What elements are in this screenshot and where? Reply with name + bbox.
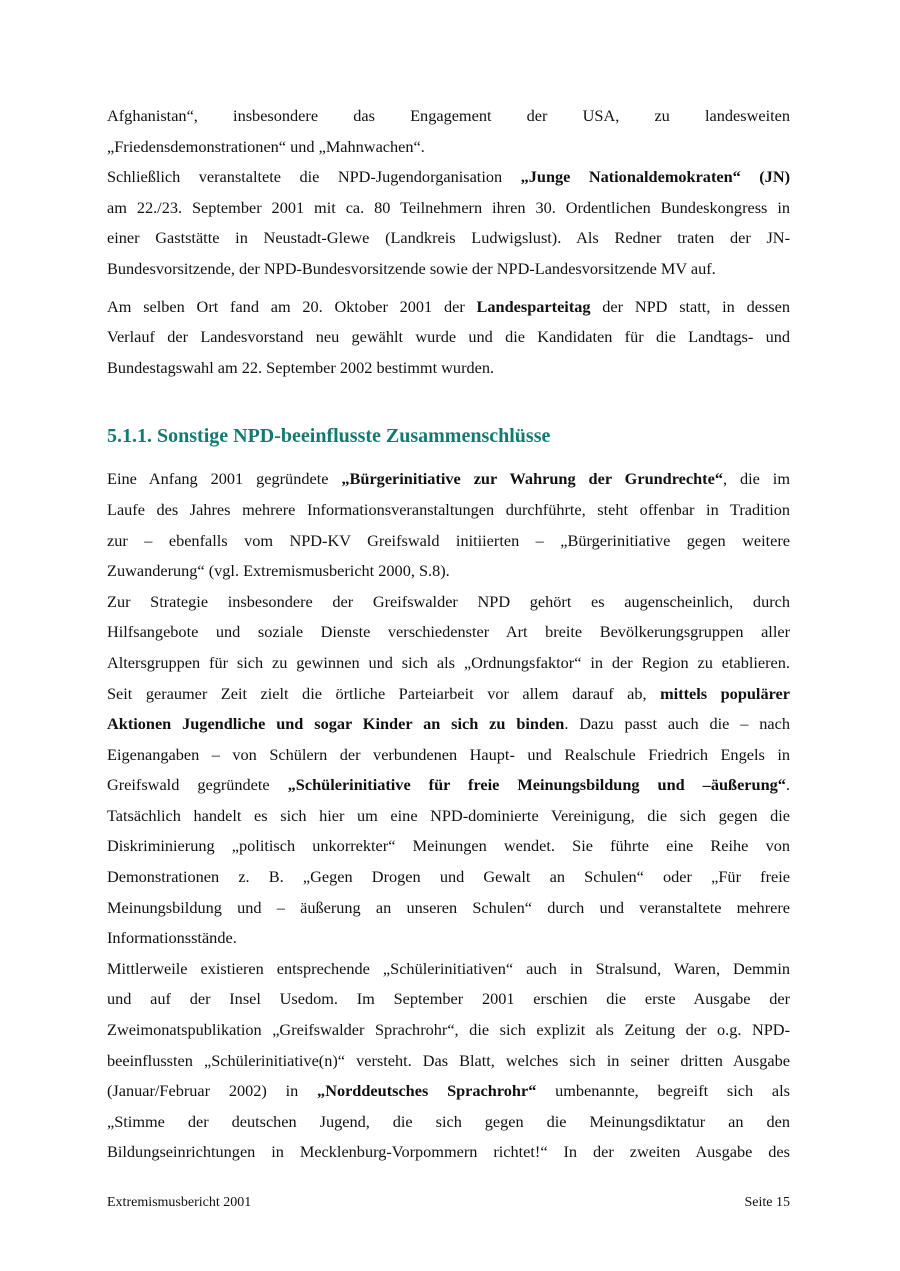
paragraph [107,162,790,284]
text-line [107,254,790,285]
text-segment: Laufe des Jahres mehrere Informationsveranstaltungen durchführte, steht offenbar in Tradition [107,499,790,519]
text-line [107,132,790,163]
page-body [107,101,790,1168]
text-segment: am 22./23. September 2001 mit ca. 80 Teilnehmern ihren 30. Ordentlichen Bundeskongress in [107,197,790,217]
text-segment: „Stimme der deutschen Jugend, die sich gegen die Meinungsdiktatur an den [107,1111,790,1131]
text-segment: zur – ebenfalls vom NPD-KV Greifswald initiierten – „Bürgerinitiative gegen weitere [107,530,790,550]
bold-text: „Schülerinitiative für freie Meinungsbildung und –äußerung“ [287,775,786,795]
text-line [107,740,790,771]
bold-text: „Norddeutsches Sprachrohr“ [317,1081,537,1101]
text-line [107,526,790,557]
bold-text: Aktionen Jugendliche und sogar Kinder an sich zu binden [107,714,565,734]
text-segment: Afghanistan“, insbesondere das Engagement der USA, zu landesweiten [107,106,790,125]
text-segment: der NPD statt, in dessen [590,296,791,316]
text-segment: Tatsächlich handelt es sich hier um eine NPD-dominierte Vereinigung, die sich gegen die [107,805,790,825]
text-line [107,1046,790,1077]
text-line [107,292,790,323]
text-line [107,1107,790,1138]
text-line [107,984,790,1015]
text-line [107,709,790,740]
text-line [107,862,790,893]
bold-text: „Bürgerinitiative zur Wahrung der Grundrechte“ [341,469,723,489]
text-line [107,679,790,710]
text-line [107,556,790,587]
paragraph [107,587,790,954]
text-line [107,1137,790,1168]
text-line [107,1015,790,1046]
text-line [107,101,790,132]
text-segment: Informationsstände. [107,928,237,948]
text-segment: Bildungseinrichtungen in Mecklenburg-Vorpommern richtet!“ In der zweiten Ausgabe des [107,1142,790,1162]
text-line [107,648,790,679]
text-line [107,770,790,801]
text-segment: Schließlich veranstaltete die NPD-Jugendorganisation [107,167,521,187]
text-line [107,587,790,618]
text-segment: und auf der Insel Usedom. Im September 2001 erschien die erste Ausgabe der [107,989,790,1009]
text-segment: beeinflussten „Schülerinitiative(n)“ versteht. Das Blatt, welches sich in seiner dritten Ausgabe [107,1050,790,1070]
text-segment: Greifswald gegründete [107,775,288,795]
text-segment: umbenannte, begreift sich als [536,1081,791,1101]
text-line [107,495,790,526]
text-segment: Demonstrationen z. B. „Gegen Drogen und Gewalt an Schulen“ oder „Für freie [107,867,790,887]
text-segment: Verlauf der Landesvorstand neu gewählt wurde und die Kandidaten für die Landtags- und [107,327,790,347]
text-line [107,464,790,495]
text-segment: Eine Anfang 2001 gegründete [107,469,342,489]
bold-text: mittels populärer [660,683,790,703]
footer-title: Extremismusbericht 2001 [107,1195,252,1210]
section-heading: 5.1.1. Sonstige NPD-beeinflusste Zusammenschlüsse [107,425,551,448]
text-segment: „Friedensdemonstrationen“ und „Mahnwachen“. [107,136,425,156]
text-segment: . [785,775,790,795]
text-segment: (Januar/Februar 2002) in [107,1081,318,1101]
text-segment: Zweimonatspublikation „Greifswalder Sprachrohr“, die sich explizit als Zeitung der o.g. NPD- [107,1020,790,1040]
bold-text: Landesparteitag [476,296,591,316]
text-segment: Bundesvorsitzende, der NPD-Bundesvorsitzende sowie der NPD-Landesvorsitzende MV auf. [107,258,716,278]
text-line [107,893,790,924]
text-line [107,162,790,193]
paragraphs-before [107,101,790,383]
page-number: Seite 15 [744,1195,790,1210]
text-segment: Zuwanderung“ (vgl. Extremismusbericht 2000, S.8). [107,561,450,581]
text-line [107,223,790,254]
text-segment: Meinungsbildung und – äußerung an unseren Schulen“ durch und veranstaltete mehrere [107,897,790,917]
text-line [107,193,790,224]
text-segment: . Dazu passt auch die – nach [564,714,791,734]
text-segment: Mittlerweile existieren entsprechende „Schülerinitiativen“ auch in Stralsund, Waren, Demmin [107,958,790,978]
text-segment: Eigenangaben – von Schülern der verbundenen Haupt- und Realschule Friedrich Engels in [107,744,790,764]
text-line [107,617,790,648]
text-line [107,801,790,832]
text-line [107,322,790,353]
text-segment: Diskriminierung „politisch unkorrekter“ Meinungen wendet. Sie führte eine Reihe von [107,836,790,856]
text-segment: Altersgruppen für sich zu gewinnen und sich als „Ordnungsfaktor“ in der Region zu etablieren. [107,652,790,672]
text-segment: Am selben Ort fand am 20. Oktober 2001 der [107,296,477,316]
paragraphs-after [107,464,790,1168]
text-segment: Bundestagswahl am 22. September 2002 bestimmt wurden. [107,357,495,377]
paragraph [107,292,790,384]
bold-text: „Junge Nationaldemokraten“ (JN) [520,167,791,187]
text-line [107,831,790,862]
text-line [107,954,790,985]
text-line [107,353,790,384]
text-segment: Hilfsangebote und soziale Dienste verschiedenster Art breite Bevölkerungsgruppen aller [107,622,790,642]
paragraph [107,101,790,162]
text-line [107,1076,790,1107]
text-segment: Zur Strategie insbesondere der Greifswalder NPD gehört es augenscheinlich, durch [107,591,790,611]
paragraph [107,954,790,1168]
paragraph [107,464,790,586]
text-segment: , die im [722,469,790,489]
text-segment: einer Gaststätte in Neustadt-Glewe (Landkreis Ludwigslust). Als Redner traten der JN- [107,228,790,248]
text-segment: Seit geraumer Zeit zielt die örtliche Parteiarbeit vor allem darauf ab, [107,683,661,703]
text-line [107,923,790,954]
page-footer [107,1195,790,1211]
